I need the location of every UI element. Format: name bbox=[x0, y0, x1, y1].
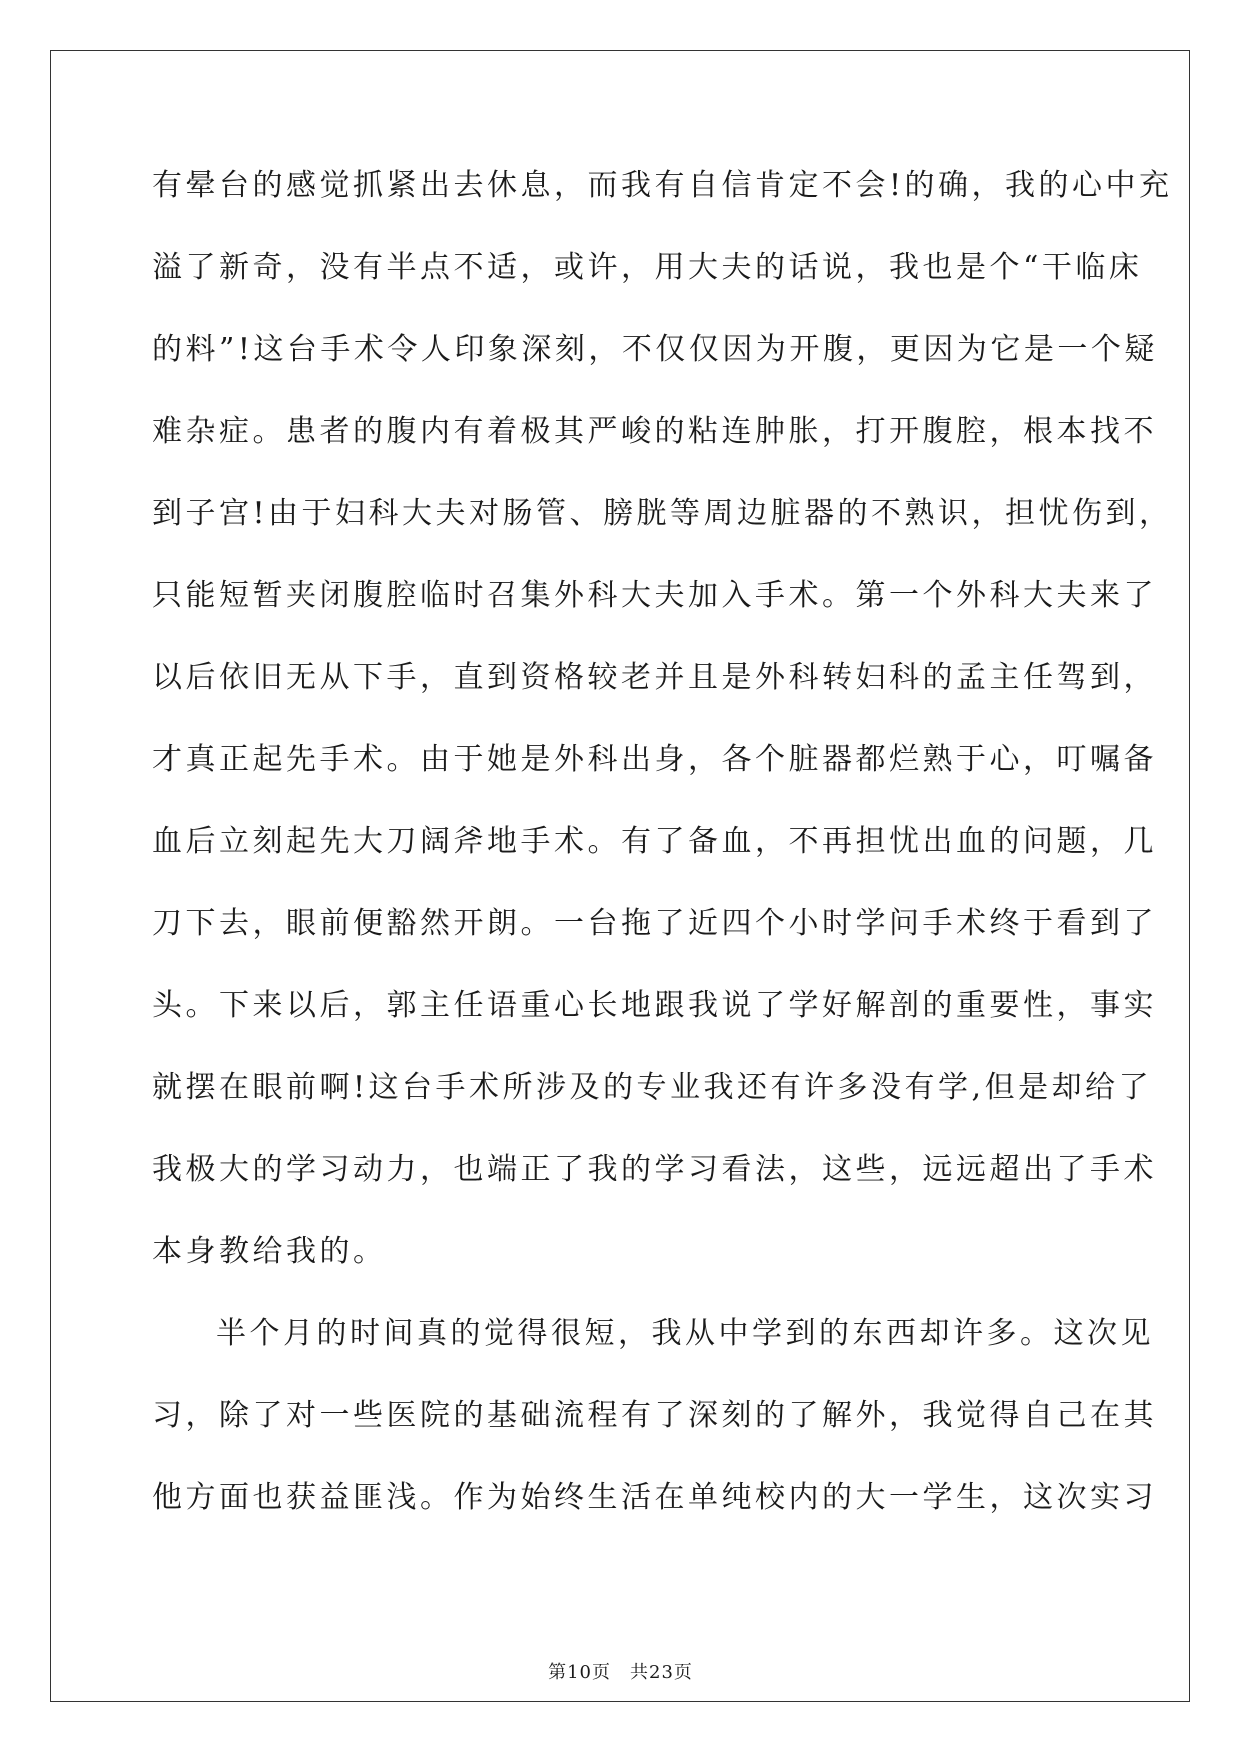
text-line: 才真正起先手术。由于她是外科出身，各个脏器都烂熟于心，叮嘱备 bbox=[152, 742, 1157, 777]
text-line: 本身教给我的。 bbox=[152, 1234, 387, 1269]
text-line: 有晕台的感觉抓紧出去休息，而我有自信肯定不会!的确，我的心中充 bbox=[152, 168, 1173, 203]
page-number: 第10页 共23页 bbox=[548, 1662, 693, 1683]
text-line: 溢了新奇，没有半点不适，或许，用大夫的话说，我也是个“干临床 bbox=[152, 250, 1143, 285]
text-line: 头。下来以后，郭主任语重心长地跟我说了学好解剖的重要性，事实 bbox=[152, 988, 1157, 1023]
text-line: 我极大的学习动力，也端正了我的学习看法，这些，远远超出了手术 bbox=[152, 1152, 1157, 1187]
text-line: 血后立刻起先大刀阔斧地手术。有了备血，不再担忧出血的问题，几 bbox=[152, 824, 1157, 859]
text-line: 到子宫!由于妇科大夫对肠管、膀胱等周边脏器的不熟识，担忧伤到， bbox=[152, 496, 1173, 531]
text-line: 的料”!这台手术令人印象深刻，不仅仅因为开腹，更因为它是一个疑 bbox=[152, 332, 1158, 367]
text-line: 习，除了对一些医院的基础流程有了深刻的了解外，我觉得自己在其 bbox=[152, 1398, 1157, 1433]
paragraph-start-line: 半个月的时间真的觉得很短，我从中学到的东西却许多。这次见 bbox=[216, 1316, 1154, 1351]
text-line: 以后依旧无从下手，直到资格较老并且是外科转妇科的孟主任驾到， bbox=[152, 660, 1157, 695]
text-line: 他方面也获益匪浅。作为始终生活在单纯校内的大一学生，这次实习 bbox=[152, 1480, 1157, 1515]
text-line: 只能短暂夹闭腹腔临时召集外科大夫加入手术。第一个外科大夫来了 bbox=[152, 578, 1157, 613]
body-text bbox=[152, 166, 1173, 1560]
text-line: 刀下去，眼前便豁然开朗。一台拖了近四个小时学问手术终于看到了 bbox=[152, 906, 1157, 941]
text-line: 就摆在眼前啊!这台手术所涉及的专业我还有许多没有学,但是却给了 bbox=[152, 1070, 1153, 1105]
text-line: 难杂症。患者的腹内有着极其严峻的粘连肿胀，打开腹腔，根本找不 bbox=[152, 414, 1157, 449]
